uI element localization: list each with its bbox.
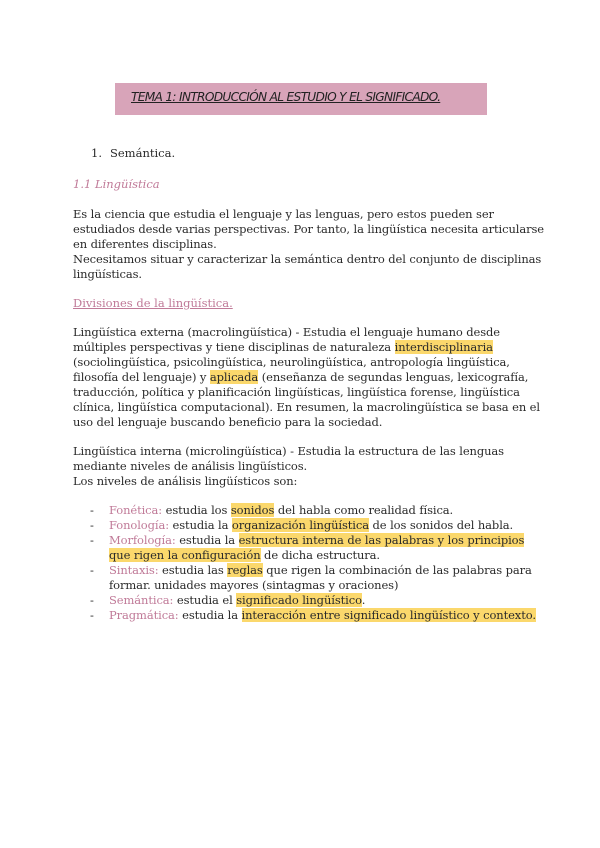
intro-line: estudiados desde varias perspectivas. Por tanto, la lingüística necesita articularse <box>73 222 544 236</box>
highlight: que rigen la configuración <box>109 548 261 562</box>
highlight: organización lingüística <box>231 518 369 532</box>
externa-line: filosofía del lenguaje) y aplicada (enseñanza de segundas lenguas, lexicografía, <box>73 370 529 384</box>
highlight: significado lingüístico <box>236 593 362 607</box>
heading-semantica: Semántica. <box>110 146 176 160</box>
list-item-fonetica: - Fonética: estudia los sonidos del habla como realidad física. <box>90 503 454 517</box>
externa-line: (sociolingüística, psicolingüística, neurolingüística, antropología lingüística, <box>73 355 510 369</box>
intro-line: Necesitamos situar y caracterizar la semántica dentro del conjunto de disciplinas <box>73 252 542 266</box>
externa-line: múltiples perspectivas y tiene disciplinas de naturaleza interdisciplinaria <box>73 340 493 354</box>
list-item-semantica: - Semántica: estudia el significado lingüístico. <box>90 593 366 607</box>
list-item-pragmatica: - Pragmática: estudia la interacción entre significado lingüístico y contexto. <box>90 608 536 622</box>
highlight: reglas <box>227 563 263 577</box>
intro-line: Es la ciencia que estudia el lenguaje y las lenguas, pero estos pueden ser <box>73 207 494 221</box>
externa-line: uso del lenguaje buscando beneficio para la sociedad. <box>73 415 383 429</box>
externa-line: clínica, lingüística computacional). En resumen, la macrolingüística se basa en el <box>73 400 540 414</box>
intro-line: en diferentes disciplinas. <box>73 237 217 251</box>
interna-line: Los niveles de análisis lingüísticos son: <box>73 474 298 488</box>
list-item-fonologia: - Fonología: estudia la organización lingüística de los sonidos del habla. <box>90 518 514 532</box>
highlight: aplicada <box>209 370 259 384</box>
highlight: interdisciplinaria <box>394 340 493 354</box>
subsection-heading: Divisiones de la lingüística. <box>73 296 233 310</box>
list-item-sintaxis: - Sintaxis: estudia las reglas que rigen la combinación de las palabras para <box>90 563 532 577</box>
page-title: TEMA 1: INTRODUCCIÓN AL ESTUDIO Y EL SIGNIFICADO. <box>131 90 441 104</box>
highlight: estructura interna de las palabras y los principios <box>238 533 525 547</box>
intro-line: lingüísticas. <box>73 267 142 281</box>
highlight: sonidos <box>230 503 275 517</box>
list-item-morfologia: - Morfología: estudia la estructura interna de las palabras y los principios <box>90 533 525 547</box>
interna-line: Lingüística interna (microlingüística) - Estudia la estructura de las lenguas <box>73 444 504 458</box>
interna-line: mediante niveles de análisis lingüísticos. <box>73 459 308 473</box>
externa-line: Lingüística externa (macrolingüística) - Estudia el lenguaje humano desde <box>73 325 501 339</box>
list-item-continuation: que rigen la configuración de dicha estructura. <box>109 548 380 562</box>
highlight: interacción entre significado lingüístico y contexto. <box>241 608 536 622</box>
list-item-continuation: formar. unidades mayores (sintagmas y oraciones) <box>109 578 399 592</box>
externa-line: traducción, política y planificación lingüísticas, lingüística forense, lingüística <box>73 385 520 399</box>
section-heading: 1.1 Lingüística <box>73 177 160 191</box>
list-number: 1. <box>91 146 102 160</box>
